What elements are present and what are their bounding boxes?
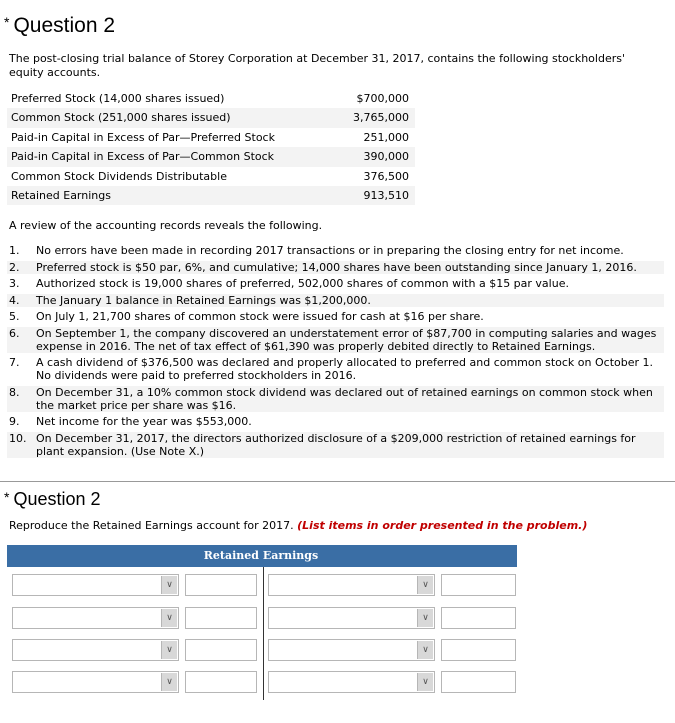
item-text: On September 1, the company discovered an understatement error of $87,700 in computing salaries and wages expense in 2016. The net of tax effect of $61,390 was properly debited directly to Retained Earnings.: [36, 326, 657, 353]
debit-amount-input[interactable]: [185, 639, 257, 661]
chevron-down-icon: ∨: [417, 609, 433, 627]
credit-amount-input[interactable]: [441, 639, 516, 661]
question-title-text: Question 2: [13, 489, 101, 509]
chevron-down-icon: ∨: [417, 673, 433, 691]
list-item: [7, 310, 664, 323]
t-account-row: [0, 574, 675, 598]
chevron-down-icon: ∨: [161, 673, 177, 691]
trial-balance-row: [7, 128, 415, 147]
debit-account-select[interactable]: [12, 671, 179, 693]
debit-amount-input[interactable]: [185, 671, 257, 693]
question-title-2: [4, 489, 101, 510]
account-label: Paid-in Capital in Excess of Par—Common Stock: [11, 150, 275, 164]
facts-list: [7, 244, 664, 461]
instruction-text: Reproduce the Retained Earnings account for 2017.: [9, 519, 294, 532]
item-number: 5.: [9, 310, 20, 323]
trial-balance-row: [7, 89, 415, 108]
question-title-text: Question 2: [13, 14, 116, 37]
review-text: A review of the accounting records reveals the following.: [9, 219, 323, 232]
credit-account-select[interactable]: [268, 639, 435, 661]
account-amount: 3,765,000: [353, 111, 409, 125]
chevron-down-icon: ∨: [417, 576, 433, 594]
list-item: [7, 277, 664, 290]
account-label: Paid-in Capital in Excess of Par—Preferred Stock: [11, 130, 275, 144]
list-item: [7, 356, 664, 382]
list-item: [7, 261, 664, 274]
item-number: 1.: [9, 244, 20, 257]
item-text: On December 31, 2017, the directors authorized disclosure of a $209,000 restriction of retained earnings for plant expansion. (Use Note X.): [36, 431, 636, 458]
account-label: Retained Earnings: [11, 188, 111, 202]
t-account-row: [0, 639, 675, 663]
item-number: 9.: [9, 415, 20, 428]
trial-balance-row: [7, 167, 415, 186]
credit-account-select[interactable]: [268, 607, 435, 629]
trial-balance-table: [7, 89, 415, 205]
t-account-row: [0, 607, 675, 631]
item-text: A cash dividend of $376,500 was declared and properly allocated to preferred and common stock on October 1. No dividends were paid to preferred stockholders in 2016.: [36, 356, 653, 382]
debit-amount-input[interactable]: [185, 607, 257, 629]
required-star: *: [4, 489, 10, 505]
list-item: [7, 432, 664, 458]
debit-account-select[interactable]: [12, 574, 179, 596]
chevron-down-icon: ∨: [417, 641, 433, 659]
credit-account-select[interactable]: [268, 671, 435, 693]
item-text: Net income for the year was $553,000.: [36, 415, 252, 428]
account-label: Common Stock (251,000 shares issued): [11, 111, 231, 125]
chevron-down-icon: ∨: [161, 576, 177, 594]
trial-balance-row: [7, 147, 415, 166]
item-text: No errors have been made in recording 2017 transactions or in preparing the closing entry for net income.: [36, 244, 624, 257]
t-account-title: Retained Earnings: [203, 549, 319, 562]
intro-paragraph: The post-closing trial balance of Storey Corporation at December 31, 2017, contains the following stockholders' equity accounts.: [9, 52, 625, 79]
required-star: *: [4, 14, 10, 30]
item-number: 2.: [9, 260, 20, 274]
item-text: On December 31, a 10% common stock dividend was declared out of retained earnings on common stock when the market price per share was $16.: [36, 385, 653, 412]
trial-balance-row: [7, 186, 415, 205]
item-text: Preferred stock is $50 par, 6%, and cumulative; 14,000 shares have been outstanding since January 1, 2016.: [36, 260, 637, 274]
account-amount: 390,000: [363, 150, 409, 164]
item-number: 8.: [9, 385, 20, 399]
account-label: Common Stock Dividends Distributable: [11, 169, 227, 183]
debit-account-select[interactable]: [12, 639, 179, 661]
list-item: [7, 327, 664, 353]
account-amount: 376,500: [363, 169, 409, 183]
list-item: [7, 244, 664, 257]
debit-account-select[interactable]: [12, 607, 179, 629]
list-item: [7, 415, 664, 428]
credit-amount-input[interactable]: [441, 671, 516, 693]
item-number: 4.: [9, 293, 20, 307]
list-item: [7, 386, 664, 412]
instructions: [9, 519, 587, 532]
account-label: Preferred Stock (14,000 shares issued): [11, 92, 225, 105]
item-number: 10.: [9, 431, 27, 445]
section-divider: [0, 481, 675, 482]
item-number: 3.: [9, 277, 20, 290]
credit-amount-input[interactable]: [441, 607, 516, 629]
item-text: The January 1 balance in Retained Earnings was $1,200,000.: [36, 293, 371, 307]
debit-amount-input[interactable]: [185, 574, 257, 596]
account-amount: 251,000: [363, 130, 409, 144]
item-number: 7.: [9, 356, 20, 369]
t-account-row: [0, 671, 675, 695]
trial-balance-row: [7, 108, 415, 127]
question-title-1: [4, 14, 115, 38]
account-amount: $700,000: [356, 92, 409, 105]
item-text: On July 1, 21,700 shares of common stock were issued for cash at $16 per share.: [36, 310, 484, 323]
credit-amount-input[interactable]: [441, 574, 516, 596]
account-amount: 913,510: [363, 188, 409, 202]
chevron-down-icon: ∨: [161, 641, 177, 659]
item-text: Authorized stock is 19,000 shares of preferred, 502,000 shares of common with a $15 par value.: [36, 277, 569, 290]
item-number: 6.: [9, 326, 20, 340]
chevron-down-icon: ∨: [161, 609, 177, 627]
list-item: [7, 294, 664, 307]
credit-account-select[interactable]: [268, 574, 435, 596]
instruction-note: (List items in order presented in the problem.): [297, 519, 588, 532]
t-account-header: [7, 545, 517, 567]
